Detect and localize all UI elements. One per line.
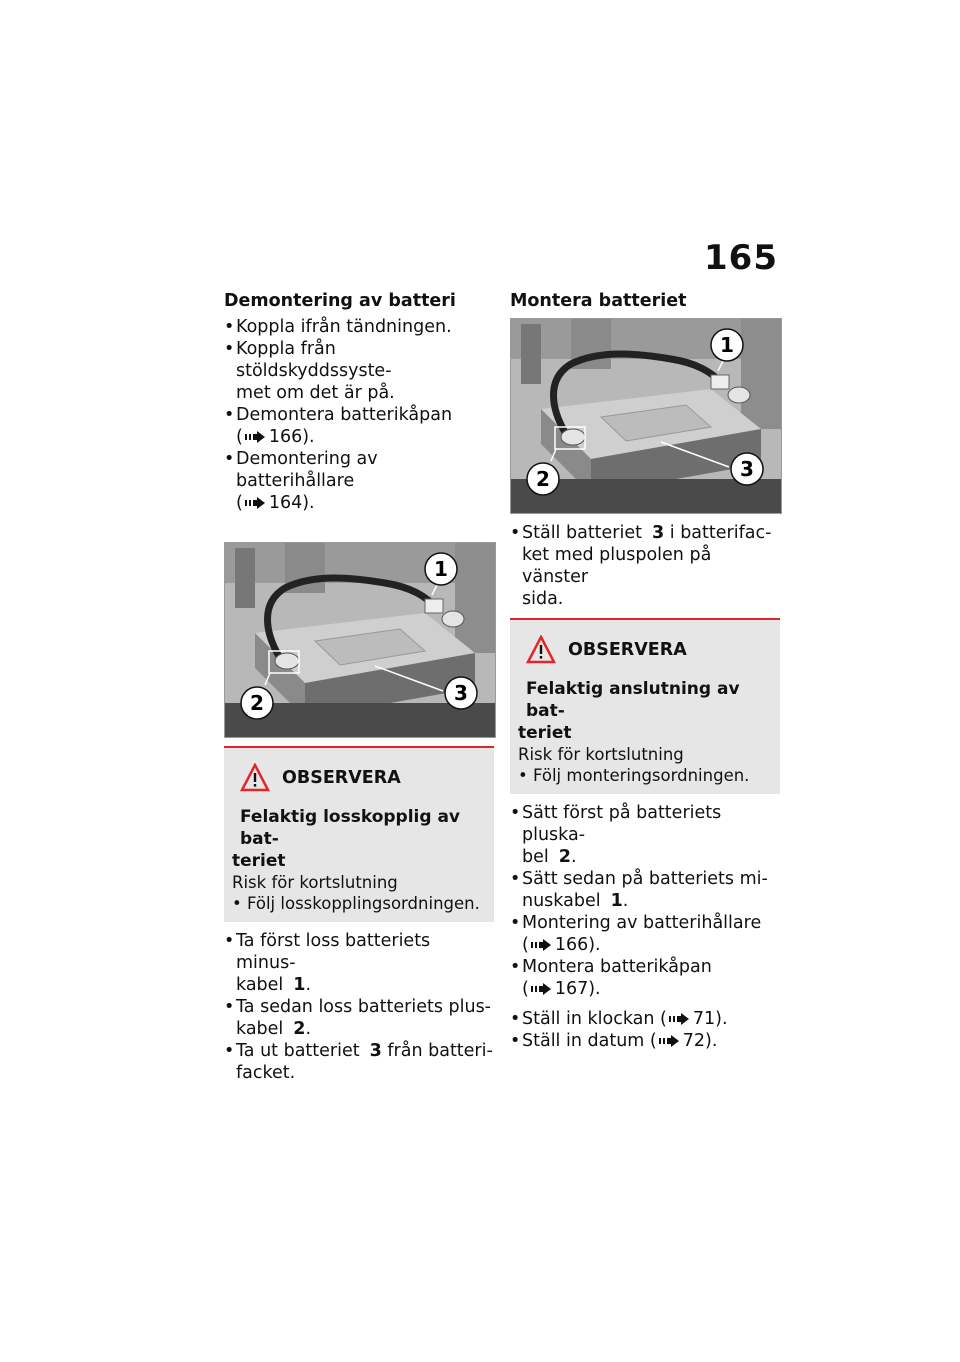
- warning-triangle-icon: [240, 763, 270, 793]
- part-number: 1: [610, 891, 623, 911]
- callout-label-3: 3: [454, 681, 468, 705]
- list-item: • Montering av batterihållare ( 166).: [510, 913, 762, 955]
- bullet-icon: •: [510, 803, 521, 823]
- list-item: • Ställ in datum ( 72).: [510, 1031, 718, 1051]
- page-reference-arrow-icon: [531, 939, 551, 951]
- bullet-icon: •: [510, 957, 521, 977]
- remove-steps-list-2: [224, 930, 494, 1084]
- warning-action: • Följ monteringsordningen.: [518, 766, 750, 785]
- page-reference-arrow-icon: [245, 431, 265, 443]
- remove-steps-list: [224, 316, 494, 514]
- page-reference[interactable]: 166).: [554, 935, 601, 955]
- list-item: • Koppla från stöldskyddssyste- met om det är på.: [224, 339, 395, 403]
- page-reference-arrow-icon: [531, 983, 551, 995]
- battery-illustration: [511, 319, 781, 513]
- part-number: 1: [293, 975, 306, 995]
- battery-install-photo: [510, 318, 782, 514]
- warning-title: OBSERVERA: [282, 768, 401, 788]
- part-number: 2: [293, 1019, 306, 1039]
- bullet-icon: •: [510, 523, 521, 543]
- warning-box: [224, 746, 494, 922]
- callout-label-3: 3: [740, 457, 754, 481]
- bullet-icon: •: [224, 1041, 235, 1061]
- section-heading-install-battery: Montera batteriet: [510, 291, 687, 311]
- list-item: • Ta först loss batteriets minus- kabel 1.: [224, 931, 431, 995]
- part-number: 3: [652, 523, 665, 543]
- warning-title: OBSERVERA: [568, 640, 687, 660]
- page-reference-arrow-icon: [669, 1013, 689, 1025]
- warning-triangle-icon: [526, 635, 556, 665]
- list-item: • Demontera batterikåpan ( 166).: [224, 405, 453, 447]
- list-item: • Ta ut batteriet 3 från batteri- facket.: [224, 1041, 493, 1083]
- bullet-icon: •: [224, 449, 235, 469]
- bullet-icon: •: [224, 339, 235, 359]
- warning-action: • Följ losskopplingsordningen.: [232, 894, 480, 913]
- list-item: • Ställ batteriet 3 i batterifac- ket med pluspolen på vänster sida.: [510, 523, 772, 609]
- left-column: [224, 290, 494, 1084]
- part-number: 2: [558, 847, 571, 867]
- part-number: 3: [369, 1041, 382, 1061]
- battery-illustration: [225, 543, 495, 737]
- list-item: • Sätt sedan på batteriets mi- nuskabel 1.: [510, 869, 768, 911]
- right-column: [510, 290, 780, 1052]
- callout-label-1: 1: [434, 557, 448, 581]
- page-reference[interactable]: 72).: [682, 1031, 718, 1051]
- bullet-icon: •: [224, 405, 235, 425]
- page-number: 165: [704, 238, 778, 278]
- page-reference[interactable]: 166).: [268, 427, 315, 447]
- install-steps-list-2: [510, 802, 780, 1000]
- callout-label-2: 2: [250, 691, 264, 715]
- page-reference[interactable]: 167).: [554, 979, 601, 999]
- warning-subtitle: Felaktig losskopplig av bat- teriet: [232, 807, 461, 871]
- warning-risk: Risk för kortslutning: [232, 873, 398, 892]
- install-steps-list-3: [510, 1008, 780, 1052]
- list-item: • Sätt först på batteriets pluska- bel 2.: [510, 803, 722, 867]
- install-steps-list: [510, 522, 780, 610]
- list-item: • Ställ in klockan ( 71).: [510, 1009, 728, 1029]
- bullet-icon: •: [510, 869, 521, 889]
- list-item: • Ta sedan loss batteriets plus- kabel 2.: [224, 997, 491, 1039]
- bullet-icon: •: [510, 1009, 521, 1029]
- page-reference-arrow-icon: [245, 497, 265, 509]
- list-item: • Demontering av batterihållare ( 164).: [224, 449, 378, 513]
- list-item: • Montera batterikåpan ( 167).: [510, 957, 712, 999]
- page-reference[interactable]: 164).: [268, 493, 315, 513]
- warning-risk: Risk för kortslutning: [518, 745, 684, 764]
- callout-label-2: 2: [536, 467, 550, 491]
- callout-label-1: 1: [720, 333, 734, 357]
- bullet-icon: •: [510, 1031, 521, 1051]
- section-heading-remove-battery: Demontering av batteri: [224, 291, 456, 311]
- page-reference[interactable]: 71).: [692, 1009, 728, 1029]
- list-item: • Koppla ifrån tändningen.: [224, 317, 452, 337]
- warning-subtitle: Felaktig anslutning av bat- teriet: [518, 679, 740, 743]
- page-reference-arrow-icon: [659, 1035, 679, 1047]
- bullet-icon: •: [510, 913, 521, 933]
- bullet-icon: •: [224, 997, 235, 1017]
- warning-box: [510, 618, 780, 794]
- bullet-icon: •: [224, 317, 235, 337]
- battery-removal-photo: [224, 542, 496, 738]
- bullet-icon: •: [224, 931, 235, 951]
